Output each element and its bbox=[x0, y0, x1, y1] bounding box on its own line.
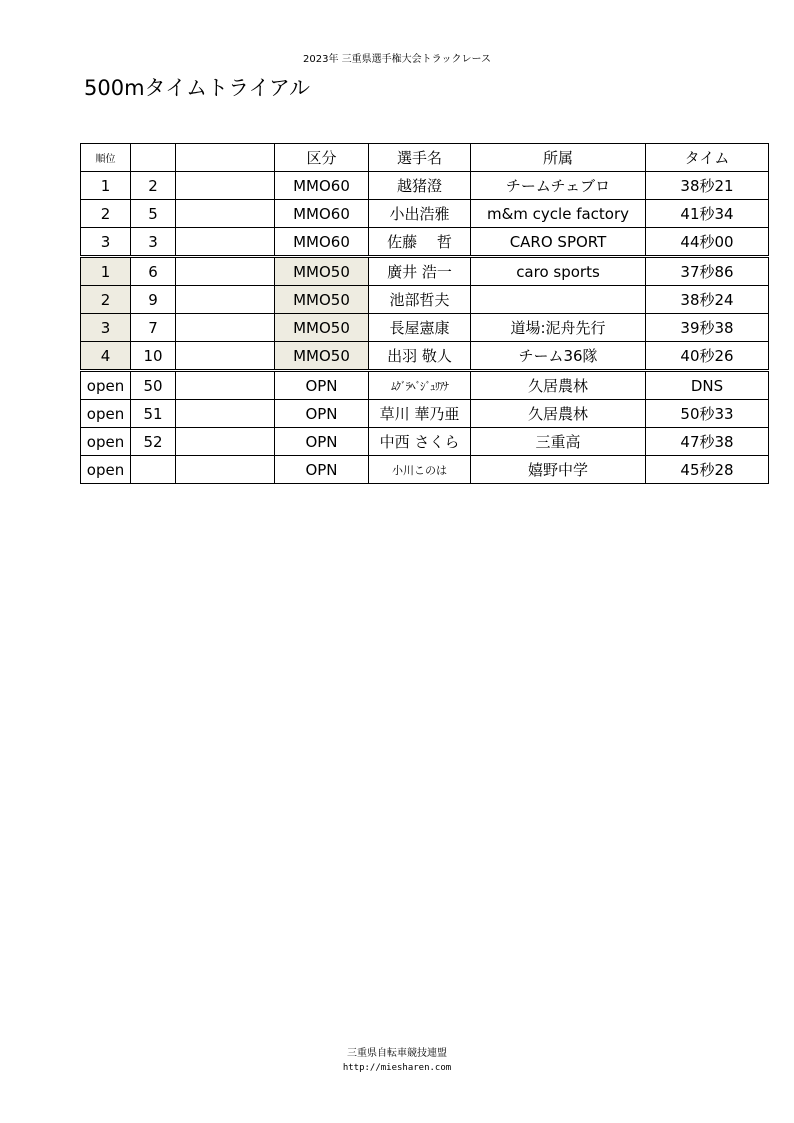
cell-time: 47秒38 bbox=[646, 428, 769, 456]
cell-number: 2 bbox=[131, 172, 176, 200]
cell-rank: open bbox=[81, 456, 131, 484]
page-title: 500mタイムトライアル bbox=[84, 76, 311, 100]
cell-blank bbox=[176, 371, 275, 400]
table-header-row bbox=[81, 144, 769, 172]
cell-number: 52 bbox=[131, 428, 176, 456]
cell-rider: 小川このは bbox=[369, 456, 471, 484]
col-header-time: タイム bbox=[646, 144, 769, 172]
table-row bbox=[81, 342, 769, 371]
col-header-team: 所属 bbox=[471, 144, 646, 172]
col-header-number bbox=[131, 144, 176, 172]
cell-time: 45秒28 bbox=[646, 456, 769, 484]
cell-category: MMO50 bbox=[275, 257, 369, 286]
cell-blank bbox=[176, 257, 275, 286]
cell-number: 6 bbox=[131, 257, 176, 286]
cell-blank bbox=[176, 228, 275, 257]
cell-rider: 廣井 浩一 bbox=[369, 257, 471, 286]
cell-team: m&m cycle factory bbox=[471, 200, 646, 228]
cell-category: MMO50 bbox=[275, 314, 369, 342]
table-row bbox=[81, 200, 769, 228]
cell-blank bbox=[176, 172, 275, 200]
cell-rank: 2 bbox=[81, 200, 131, 228]
table-row bbox=[81, 428, 769, 456]
cell-time: 44秒00 bbox=[646, 228, 769, 257]
cell-blank bbox=[176, 456, 275, 484]
table-row bbox=[81, 228, 769, 257]
cell-blank bbox=[176, 342, 275, 371]
header-caption: 2023年 三重県選手権大会トラックレース bbox=[303, 54, 491, 65]
cell-category: MMO60 bbox=[275, 172, 369, 200]
cell-rank: 3 bbox=[81, 314, 131, 342]
cell-category: MMO60 bbox=[275, 200, 369, 228]
cell-category: OPN bbox=[275, 400, 369, 428]
cell-category: MMO60 bbox=[275, 228, 369, 257]
cell-rider: 越猪澄 bbox=[369, 172, 471, 200]
cell-blank bbox=[176, 200, 275, 228]
table-row bbox=[81, 400, 769, 428]
cell-rider: 小出浩雅 bbox=[369, 200, 471, 228]
footer bbox=[0, 1047, 794, 1075]
cell-number: 51 bbox=[131, 400, 176, 428]
cell-category: OPN bbox=[275, 428, 369, 456]
cell-time: 37秒86 bbox=[646, 257, 769, 286]
cell-rider: 草川 華乃亜 bbox=[369, 400, 471, 428]
cell-time: 41秒34 bbox=[646, 200, 769, 228]
cell-time: 39秒38 bbox=[646, 314, 769, 342]
cell-rank: 1 bbox=[81, 172, 131, 200]
cell-rider: 長屋憲康 bbox=[369, 314, 471, 342]
cell-team: チーム36隊 bbox=[471, 342, 646, 371]
cell-number: 5 bbox=[131, 200, 176, 228]
cell-rank: open bbox=[81, 428, 131, 456]
cell-time: 40秒26 bbox=[646, 342, 769, 371]
cell-number: 9 bbox=[131, 286, 176, 314]
cell-blank bbox=[176, 314, 275, 342]
cell-rank: 1 bbox=[81, 257, 131, 286]
cell-rider: 池部哲夫 bbox=[369, 286, 471, 314]
cell-rank: open bbox=[81, 400, 131, 428]
table-row bbox=[81, 314, 769, 342]
cell-category: OPN bbox=[275, 456, 369, 484]
cell-category: OPN bbox=[275, 371, 369, 400]
cell-team: 嬉野中学 bbox=[471, 456, 646, 484]
cell-team: 道場:泥舟先行 bbox=[471, 314, 646, 342]
cell-rider: 出羽 敬人 bbox=[369, 342, 471, 371]
cell-number: 7 bbox=[131, 314, 176, 342]
col-header-rank: 順位 bbox=[81, 144, 131, 172]
cell-team: caro sports bbox=[471, 257, 646, 286]
cell-team: チームチェブロ bbox=[471, 172, 646, 200]
cell-number: 10 bbox=[131, 342, 176, 371]
cell-rider: ﾑｸﾞﾗﾍﾞｼﾞｭﾘｱﾅ bbox=[369, 371, 471, 400]
cell-team: CARO SPORT bbox=[471, 228, 646, 257]
cell-number: 3 bbox=[131, 228, 176, 257]
col-header-blank bbox=[176, 144, 275, 172]
cell-rider: 佐藤 哲 bbox=[369, 228, 471, 257]
col-header-category: 区分 bbox=[275, 144, 369, 172]
cell-rider: 中西 さくら bbox=[369, 428, 471, 456]
table-row bbox=[81, 257, 769, 286]
cell-category: MMO50 bbox=[275, 286, 369, 314]
cell-team bbox=[471, 286, 646, 314]
cell-blank bbox=[176, 286, 275, 314]
cell-team: 久居農林 bbox=[471, 371, 646, 400]
footer-url[interactable]: http://miesharen.com bbox=[342, 1063, 452, 1073]
table-row bbox=[81, 172, 769, 200]
cell-time: 38秒24 bbox=[646, 286, 769, 314]
cell-number bbox=[131, 456, 176, 484]
footer-org: 三重県自転車競技連盟 bbox=[347, 1048, 447, 1059]
cell-blank bbox=[176, 400, 275, 428]
cell-rank: open bbox=[81, 371, 131, 400]
cell-time: 50秒33 bbox=[646, 400, 769, 428]
cell-team: 三重高 bbox=[471, 428, 646, 456]
cell-time: DNS bbox=[646, 371, 769, 400]
table-row bbox=[81, 371, 769, 400]
table-row bbox=[81, 456, 769, 484]
cell-number: 50 bbox=[131, 371, 176, 400]
col-header-rider: 選手名 bbox=[369, 144, 471, 172]
cell-team: 久居農林 bbox=[471, 400, 646, 428]
cell-rank: 2 bbox=[81, 286, 131, 314]
table-row bbox=[81, 286, 769, 314]
cell-rank: 3 bbox=[81, 228, 131, 257]
cell-category: MMO50 bbox=[275, 342, 369, 371]
results-table bbox=[80, 143, 769, 484]
cell-blank bbox=[176, 428, 275, 456]
cell-rank: 4 bbox=[81, 342, 131, 371]
cell-time: 38秒21 bbox=[646, 172, 769, 200]
